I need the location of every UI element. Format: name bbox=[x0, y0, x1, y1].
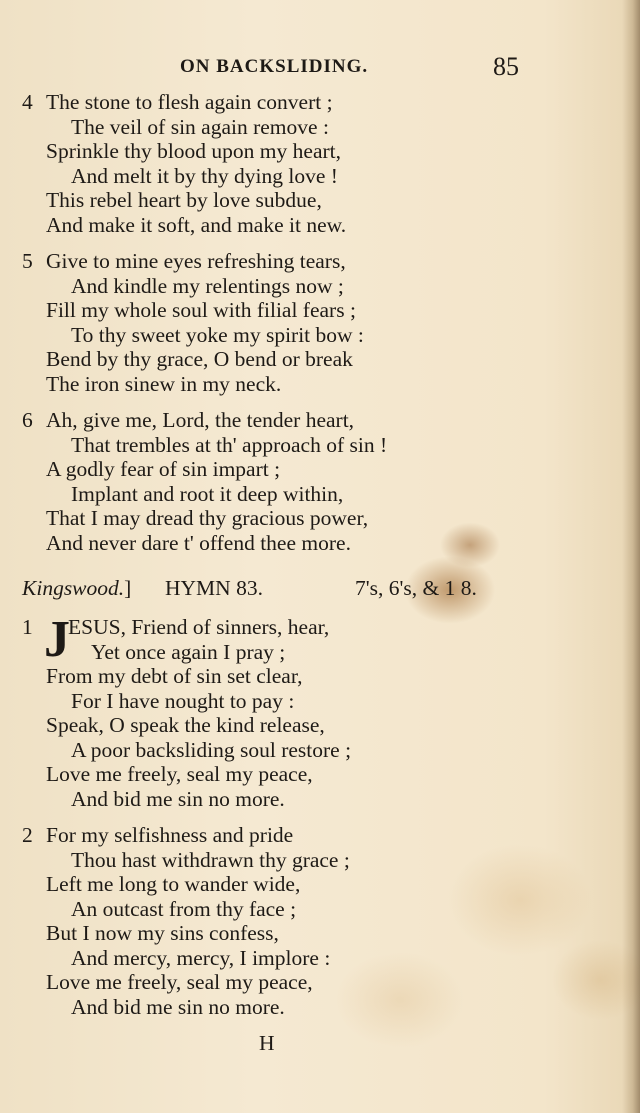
page-edge-shadow bbox=[622, 0, 640, 1113]
verse-line: And never dare t' offend thee more. bbox=[46, 530, 351, 555]
verse-line: That I may dread thy gracious power, bbox=[46, 506, 369, 530]
verse-line: And bid me sin no more. bbox=[71, 994, 285, 1019]
hymn-stanza-2 bbox=[22, 823, 612, 1019]
verse-line: The iron sinew in my neck. bbox=[46, 371, 282, 396]
verse-line: This rebel heart by love subdue, bbox=[46, 188, 322, 212]
tune-label: Kingswood. bbox=[22, 576, 125, 600]
hymn-stanza-1 bbox=[22, 611, 612, 811]
stanza-number: 1 bbox=[22, 615, 33, 639]
stanza-number: 4 bbox=[22, 90, 33, 114]
verse-line: The veil of sin again remove : bbox=[71, 114, 329, 139]
verse-line: That trembles at th' approach of sin ! bbox=[71, 432, 388, 457]
stanza-number: 5 bbox=[22, 249, 33, 273]
verse-line: For I have nought to pay : bbox=[71, 688, 295, 713]
verse-line: But I now my sins confess, bbox=[46, 921, 279, 945]
verse-line: From my debt of sin set clear, bbox=[46, 664, 303, 688]
verse-line: The stone to flesh again convert ; bbox=[46, 90, 333, 114]
verse-line: A godly fear of sin impart ; bbox=[46, 457, 281, 481]
verse-line: And melt it by thy dying love ! bbox=[71, 163, 338, 188]
verse-line: And make it soft, and make it new. bbox=[46, 212, 347, 237]
verse-line: And mercy, mercy, I implore : bbox=[71, 945, 331, 970]
verse-line: And kindle my relentings now ; bbox=[71, 273, 344, 298]
verse-line: Speak, O speak the kind release, bbox=[46, 713, 325, 737]
hymn-text-block bbox=[22, 90, 612, 1055]
verse-line: For my selfishness and pride bbox=[46, 823, 294, 847]
stanza-6 bbox=[22, 408, 612, 555]
stanza-number: 2 bbox=[22, 823, 33, 847]
hymn-number: HYMN 83. bbox=[165, 576, 263, 600]
verse-line: Give to mine eyes refreshing tears, bbox=[46, 249, 346, 273]
signature-mark: H bbox=[259, 1031, 275, 1055]
running-head: ON BACKSLIDING. bbox=[180, 56, 369, 77]
tune-bracket: ] bbox=[124, 576, 132, 600]
verse-line: Love me freely, seal my peace, bbox=[46, 762, 313, 786]
verse-line: Left me long to wander wide, bbox=[46, 872, 301, 896]
tune-name bbox=[22, 573, 131, 603]
verse-line: Yet once again I pray ; bbox=[91, 639, 286, 664]
verse-line: Thou hast withdrawn thy grace ; bbox=[71, 847, 350, 872]
verse-line: And bid me sin no more. bbox=[71, 786, 285, 811]
verse-line: An outcast from thy face ; bbox=[71, 896, 297, 921]
verse-line: ESUS, Friend of sinners, hear, bbox=[68, 615, 330, 639]
verse-line: Implant and root it deep within, bbox=[71, 481, 344, 506]
verse-line: Sprinkle thy blood upon my heart, bbox=[46, 139, 341, 163]
drop-cap: J bbox=[44, 611, 70, 668]
stanza-number: 6 bbox=[22, 408, 33, 432]
verse-line: To thy sweet yoke my spirit bow : bbox=[71, 322, 364, 347]
verse-line: A poor backsliding soul restore ; bbox=[71, 737, 352, 762]
verse-line: Bend by thy grace, O bend or break bbox=[46, 347, 353, 371]
stanza-4 bbox=[22, 90, 612, 237]
hymn-meter: 7's, 6's, & 1 8. bbox=[355, 576, 477, 600]
page-number: 85 bbox=[493, 52, 519, 81]
verse-line: Love me freely, seal my peace, bbox=[46, 970, 313, 994]
page-header bbox=[0, 52, 640, 82]
stanza-5 bbox=[22, 249, 612, 396]
verse-line: Ah, give me, Lord, the tender heart, bbox=[46, 408, 355, 432]
verse-line: Fill my whole soul with filial fears ; bbox=[46, 298, 356, 322]
hymn-heading bbox=[22, 573, 612, 603]
